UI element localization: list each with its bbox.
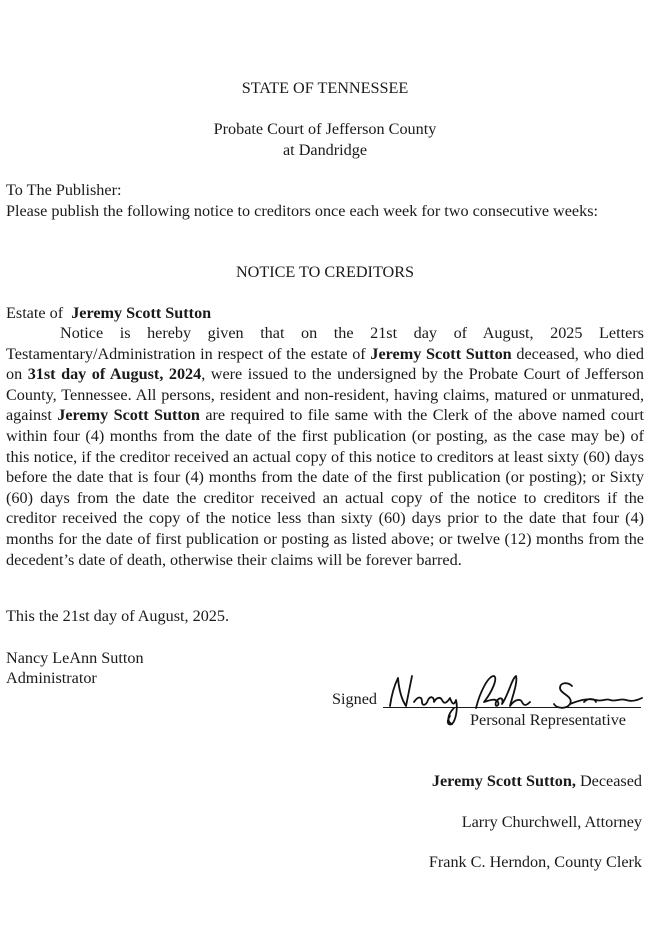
court-name: Probate Court of Jefferson County bbox=[213, 120, 437, 138]
estate-prefix: Estate of bbox=[6, 304, 64, 322]
decedent-name-1: Jeremy Scott Sutton bbox=[370, 344, 512, 363]
deceased-line bbox=[432, 771, 642, 792]
attorney-line: Larry Churchwell, Attorney bbox=[461, 813, 642, 831]
signature-role: Personal Representative bbox=[470, 711, 626, 729]
body-text-1: Notice is hereby given that on the 21st day of August, 2025 Letters Testamentary/Administration in respect of the estate of bbox=[6, 324, 644, 363]
body-text-2: deceased, who died on bbox=[6, 344, 644, 384]
signed-label: Signed bbox=[332, 690, 377, 708]
body-text-3: , were issued to the undersigned by the Probate Court of Jefferson County, Tennessee. All persons, resident and non-resident, having claims, matured or unmatured, against bbox=[6, 365, 644, 425]
body-text-4: are required to file same with the Clerk of the above named court within four (4) months from the date of the first publication (or posting, as the case may be) of this notice, if the creditor received an actual copy of this notice to creditors at least sixty (60) days before the date that is four (4) months from the date of the first publication (or posting); or Sixty (60) days from the date the creditor received an actual copy of the notice to creditors if the creditor received the copy of the notice less than sixty (60) days prior to the date that four (4) months for the date of first publication or posting as listed above; or twelve (12) months from the decedent’s date of death, otherwise their claims will be forever barred. bbox=[6, 406, 644, 569]
estate-line bbox=[6, 303, 644, 324]
notice-title: NOTICE TO CREDITORS bbox=[235, 263, 415, 281]
publisher-instruction: Please publish the following notice to creditors once each week for two consecutive weeks: bbox=[6, 202, 599, 220]
dated-line: This the 21st day of August, 2025. bbox=[6, 607, 230, 625]
state-heading: STATE OF TENNESSEE bbox=[241, 79, 409, 97]
administrator-name: Nancy LeAnn Sutton bbox=[6, 649, 144, 667]
administrator-title: Administrator bbox=[6, 669, 97, 687]
estate-name: Jeremy Scott Sutton bbox=[71, 304, 212, 322]
decedent-name-2: Jeremy Scott Sutton bbox=[57, 406, 200, 425]
deceased-name: Jeremy Scott Sutton, bbox=[431, 772, 576, 790]
court-location: at Dandridge bbox=[282, 141, 368, 159]
notice-body bbox=[6, 323, 644, 570]
deceased-suffix: Deceased bbox=[575, 772, 642, 790]
death-date: 31st day of August, 2024 bbox=[27, 365, 202, 384]
publisher-salutation: To The Publisher: bbox=[6, 181, 122, 199]
clerk-line: Frank C. Herndon, County Clerk bbox=[428, 853, 642, 871]
